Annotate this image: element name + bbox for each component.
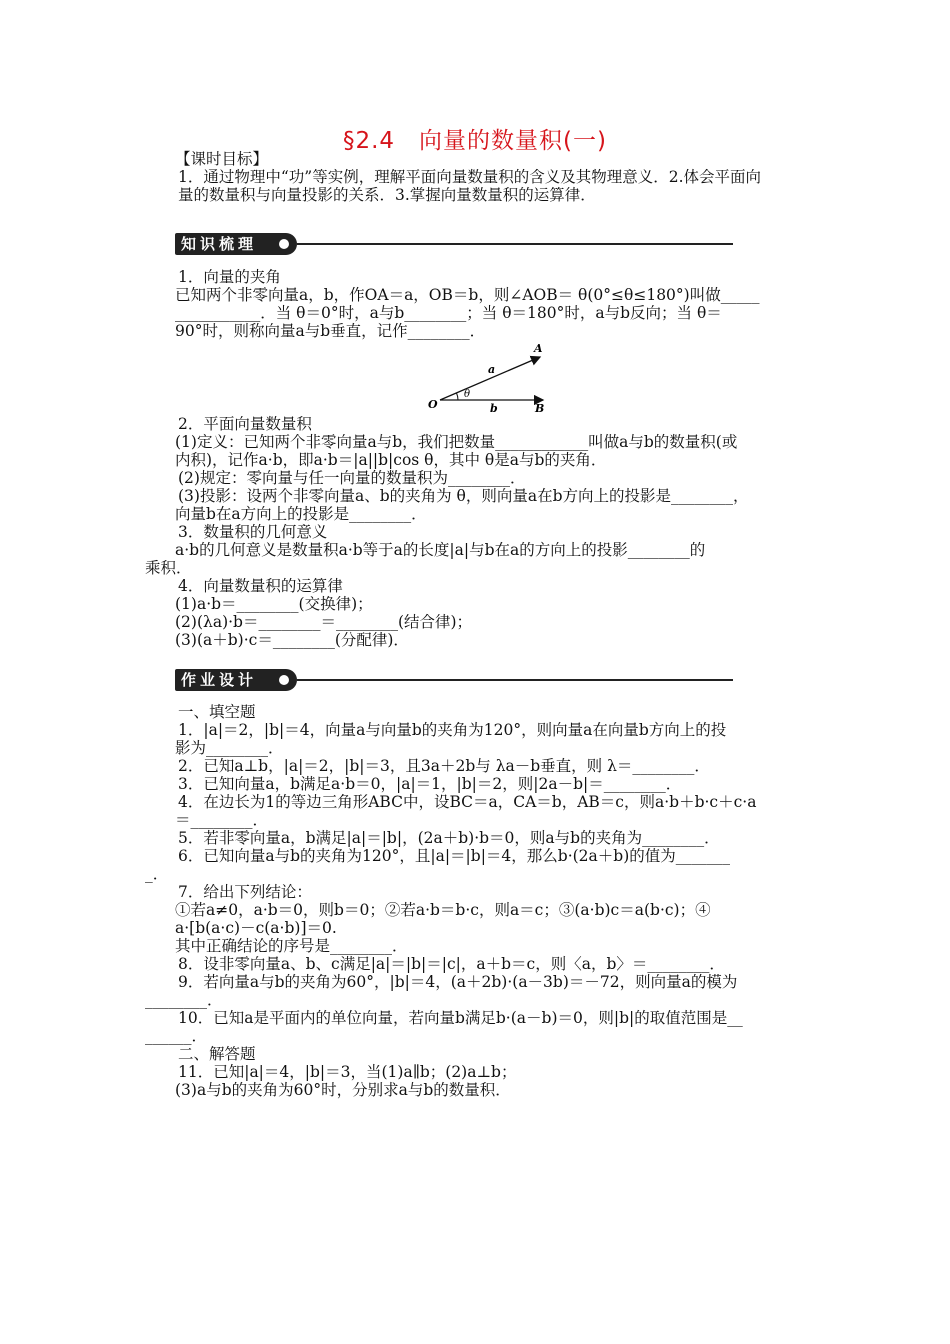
homework-line: ________．: [145, 991, 223, 1009]
homework-line: 一、填空题: [178, 703, 256, 721]
knowledge-line: 90°时，则称向量a与b垂直，记作________．: [175, 322, 486, 340]
banner-rule: [297, 243, 733, 245]
homework-line: 11．已知|a|＝4，|b|＝3，当(1)a∥b；(2)a⊥b；: [178, 1063, 517, 1081]
knowledge-line: ___________．当 θ＝0°时，a与b________；当 θ＝180°时，a与b反向；当 θ＝: [175, 304, 722, 322]
knowledge-line: (1)a·b＝________(交换律)；: [175, 595, 373, 613]
knowledge-line: 乘积．: [145, 559, 192, 577]
homework-line: 二、解答题: [178, 1045, 256, 1063]
knowledge-line: (1)定义：已知两个非零向量a与b，我们把数量____________叫做a与b的数量积(或: [175, 433, 738, 451]
knowledge-line: 内积)，记作a·b，即a·b＝|a||b|cos θ，其中 θ是a与b的夹角．: [175, 451, 607, 469]
knowledge-line: (3)投影：设两个非零向量a、b的夹角为 θ，则向量a在b方向上的投影是________，: [178, 487, 749, 505]
knowledge-banner-label: 知识梳理: [175, 233, 297, 255]
homework-line: 4．在边长为1的等边三角形ABC中，设BC＝a，CA＝b，AB＝c，则a·b＋b·c＋c·a: [178, 793, 757, 811]
homework-line: 1．|a|＝2，|b|＝4，向量a与向量b的夹角为120°，则向量a在向量b方向上的投: [178, 721, 727, 739]
objectives-line-1: 1．通过物理中“功”等实例，理解平面向量数量积的含义及其物理意义．2.体会平面向: [178, 168, 762, 186]
angle-arc: [457, 393, 459, 400]
homework-line: 7．给出下列结论：: [178, 883, 312, 901]
label-b: b: [490, 402, 498, 415]
knowledge-line: (3)(a＋b)·c＝________(分配律)．: [175, 631, 409, 649]
homework-line: 影为________．: [175, 739, 284, 757]
homework-line: 6．已知向量a与b的夹角为120°，且|a|＝|b|＝4，那么b·(2a＋b)的值为_______: [178, 847, 730, 865]
knowledge-line: 已知两个非零向量a，b，作OA＝a，OB＝b，则∠AOB＝ θ(0°≤θ≤180°)叫做_____: [175, 286, 760, 304]
homework-line: 8．设非零向量a、b、c满足|a|＝|b|＝|c|，a＋b＝c，则〈a，b〉＝________．: [178, 955, 725, 973]
label-theta: θ: [464, 389, 471, 400]
objectives-line-2: 量的数量积与向量投影的关系．3.掌握向量数量积的运算律．: [178, 186, 596, 204]
homework-banner-label: 作业设计: [175, 669, 297, 691]
label-a: a: [488, 363, 496, 376]
homework-line: 其中正确结论的序号是________．: [175, 937, 408, 955]
page-title: §2.4 向量的数量积(一): [342, 128, 608, 154]
homework-line: 2．已知a⊥b，|a|＝2，|b|＝3，且3a＋2b与 λa－b垂直，则 λ＝________．: [178, 757, 710, 775]
homework-line: 3．已知向量a，b满足a·b＝0，|a|＝1，|b|＝2，则|2a－b|＝________．: [178, 775, 682, 793]
homework-line: 10．已知a是平面内的单位向量，若向量b满足b·(a－b)＝0，则|b|的取值范围是__: [178, 1009, 743, 1027]
homework-line: _．: [145, 865, 169, 883]
banner-dot-icon: [279, 239, 289, 249]
homework-line: ＝________．: [175, 811, 269, 829]
label-B: B: [535, 402, 545, 415]
knowledge-line: (2)(λa)·b＝________＝________(结合律)；: [175, 613, 473, 631]
knowledge-line: (2)规定：零向量与任一向量的数量积为________．: [178, 469, 526, 487]
label-O: O: [428, 398, 438, 411]
homework-line: ①若a≠0，a·b＝0，则b＝0；②若a·b＝b·c，则a＝c；③(a·b)c＝a(b·c)；④: [175, 901, 711, 919]
knowledge-line: 1．向量的夹角: [178, 268, 281, 286]
knowledge-line: 向量b在a方向上的投影是________．: [175, 505, 427, 523]
knowledge-line: 4．向量数量积的运算律: [178, 577, 343, 595]
knowledge-line: 2．平面向量数量积: [178, 415, 312, 433]
objectives-header: 【课时目标】: [175, 150, 269, 168]
knowledge-line: 3．数量积的几何意义: [178, 523, 328, 541]
angle-figure: [428, 340, 558, 416]
knowledge-line: a·b的几何意义是数量积a·b等于a的长度|a|与b在a的方向上的投影________的: [175, 541, 706, 559]
homework-line: a·[b(a·c)－c(a·b)]＝0.: [175, 919, 337, 937]
homework-line: 9．若向量a与b的夹角为60°，|b|＝4，(a＋2b)·(a－3b)＝－72，则向量a的模为: [178, 973, 738, 991]
homework-line: 5．若非零向量a，b满足|a|＝|b|，(2a＋b)·b＝0，则a与b的夹角为________．: [178, 829, 720, 847]
homework-line: ______．: [145, 1027, 208, 1045]
homework-line: (3)a与b的夹角为60°时，分别求a与b的数量积．: [175, 1081, 511, 1099]
banner-dot-icon: [279, 675, 289, 685]
banner-rule: [297, 679, 733, 681]
label-A: A: [534, 342, 543, 355]
